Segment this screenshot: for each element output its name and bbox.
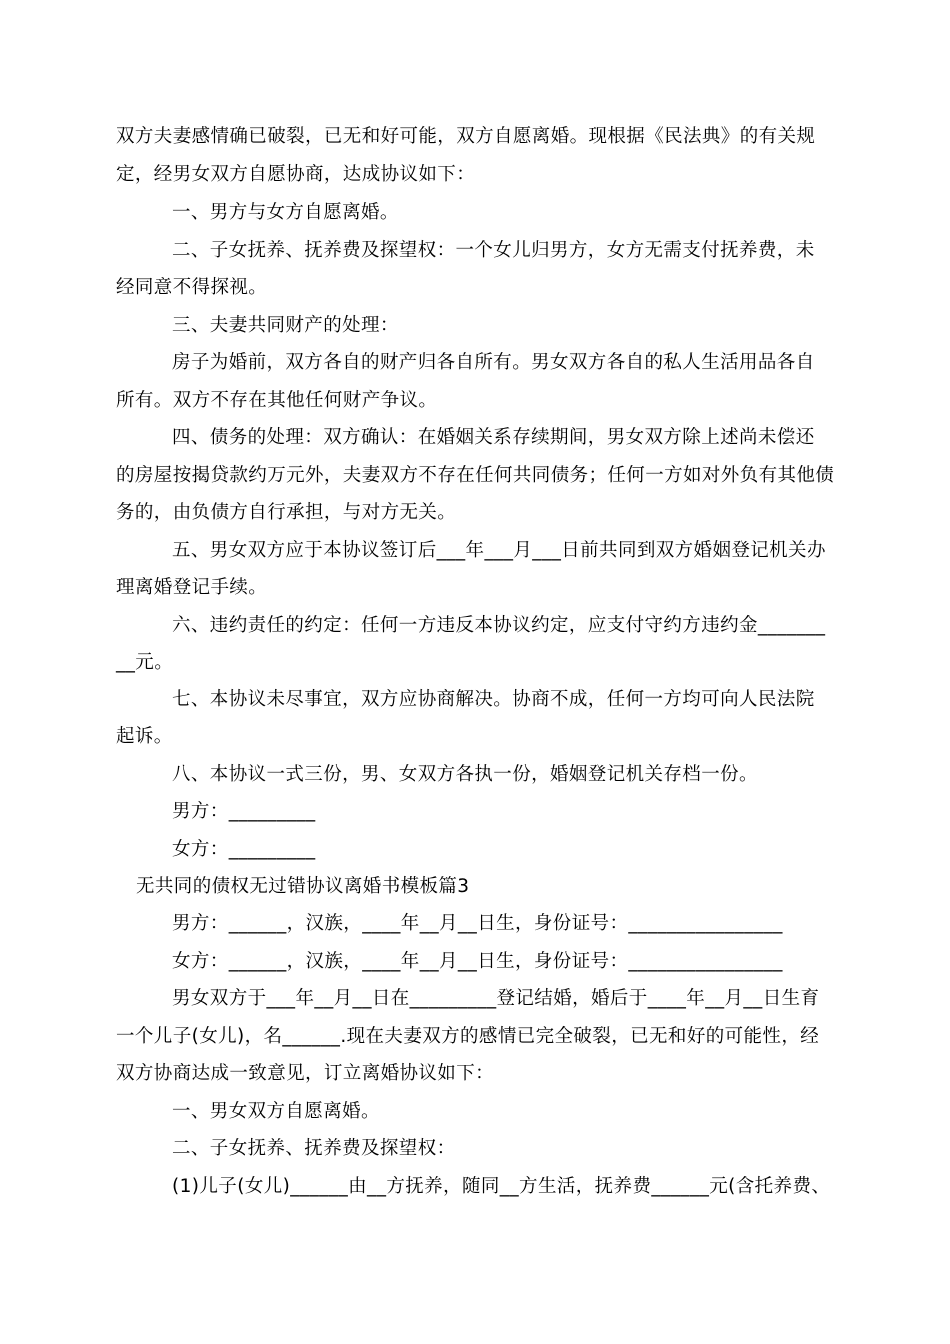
paragraph-line: __元。 bbox=[116, 652, 174, 673]
sub-clause-1: (1)儿子(女儿)______由__方抚养，随同__方生活，抚养费______元(含托养费、 bbox=[172, 1176, 831, 1197]
clause-4: 四、债务的处理：双方确认：在婚姻关系存续期间，男女双方除上述尚未偿还 bbox=[172, 427, 815, 448]
paragraph-line: 起诉。 bbox=[116, 726, 173, 747]
clause-5: 五、男女双方应于本协议签订后___年___月___日前共同到双方婚姻登记机关办 bbox=[172, 540, 826, 561]
paragraph-line: 的房屋按揭贷款约万元外，夫妻双方不存在任何共同债务；任何一方如对外负有其他债 bbox=[116, 465, 835, 486]
paragraph-line: 理离婚登记手续。 bbox=[116, 577, 268, 598]
party-female: 女方：______，汉族，____年__月__日生，身份证号：________________ bbox=[172, 951, 783, 972]
paragraph-line: 双方夫妻感情确已破裂，已无和好可能，双方自愿离婚。现根据《民法典》的有关规 bbox=[116, 126, 816, 147]
clause-2: 二、子女抚养、抚养费及探望权： bbox=[172, 1138, 456, 1159]
paragraph-line: 男女双方于___年__月__日在_________登记结婚，婚后于____年__月__日生育 bbox=[172, 988, 820, 1009]
paragraph-line: 所有。双方不存在其他任何财产争议。 bbox=[116, 390, 438, 411]
clause-3: 三、夫妻共同财产的处理： bbox=[172, 315, 399, 336]
paragraph-line: 房子为婚前，双方各自的财产归各自所有。男女双方各自的私人生活用品各自 bbox=[172, 352, 815, 373]
signature-male: 男方：_________ bbox=[172, 801, 316, 822]
clause-1: 一、男方与女方自愿离婚。 bbox=[172, 202, 399, 223]
clause-2: 二、子女抚养、抚养费及探望权：一个女儿归男方，女方无需支付抚养费，未 bbox=[172, 240, 815, 261]
paragraph-line: 务的，由负债方自行承担，与对方无关。 bbox=[116, 502, 457, 523]
clause-7: 七、本协议未尽事宜，双方应协商解决。协商不成，任何一方均可向人民法院 bbox=[172, 689, 815, 710]
signature-female: 女方：_________ bbox=[172, 839, 316, 860]
clause-6: 六、违约责任的约定：任何一方违反本协议约定，应支付守约方违约金_______ bbox=[172, 615, 826, 636]
paragraph-line: 双方协商达成一致意见，订立离婚协议如下： bbox=[116, 1063, 495, 1084]
party-male: 男方：______，汉族，____年__月__日生，身份证号：________________ bbox=[172, 913, 783, 934]
paragraph-line: 定，经男女双方自愿协商，达成协议如下： bbox=[116, 164, 476, 185]
clause-1: 一、男女双方自愿离婚。 bbox=[172, 1101, 380, 1122]
section-title: 无共同的债权无过错协议离婚书模板篇3 bbox=[136, 876, 470, 897]
paragraph-line: 经同意不得探视。 bbox=[116, 277, 268, 298]
clause-8: 八、本协议一式三份，男、女双方各执一份，婚姻登记机关存档一份。 bbox=[172, 764, 758, 785]
paragraph-line: 一个儿子(女儿)，名______.现在夫妻双方的感情已完全破裂，已无和好的可能性，经 bbox=[116, 1026, 820, 1047]
